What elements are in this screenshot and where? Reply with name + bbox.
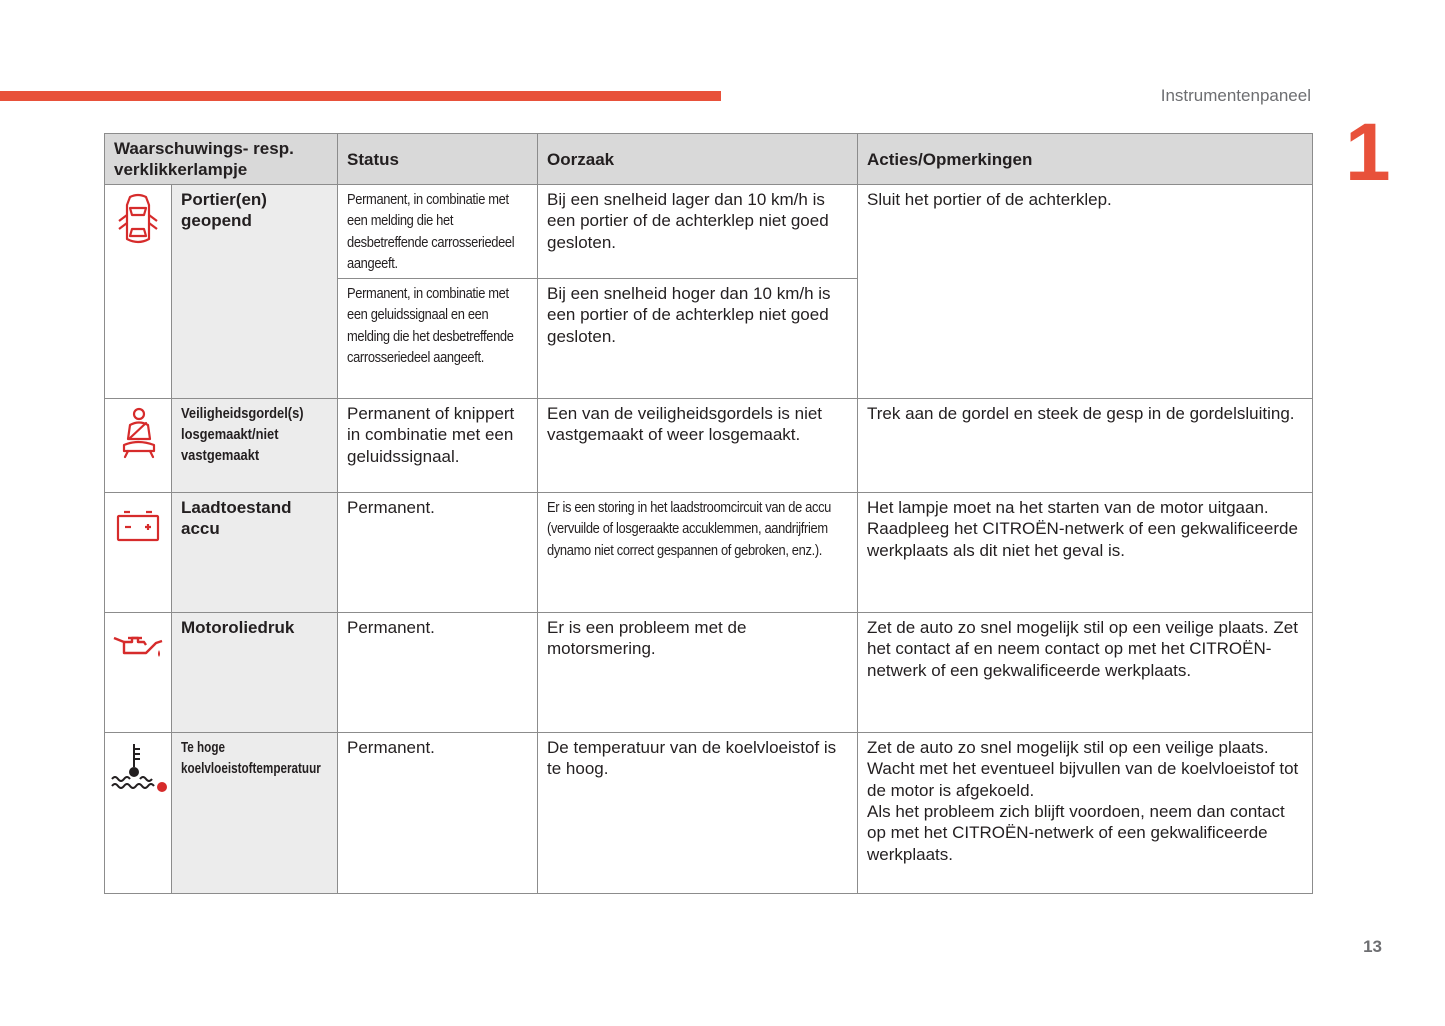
lamp-name-text: Veiligheidsgordel(s) losgemaakt/niet vastgemaakt [181, 405, 304, 465]
table-header-row [105, 134, 1313, 185]
cause-text: Bij een snelheid hoger dan 10 km/h is een portier of de achterklep niet goed gesloten. [538, 279, 858, 399]
action-text: Zet de auto zo snel mogelijk stil op een veilige plaats. Zet het contact af en neem contact op met het CITROËN-netwerk of een gekwalificeerde werkplaats. [858, 613, 1313, 733]
table-row [105, 613, 1313, 733]
status-text [338, 279, 538, 399]
icon-cell [105, 733, 172, 894]
car-door-open-icon [115, 191, 161, 249]
cause-text-content: Er is een storing in het laadstroomcircuit van de accu (vervuilde of losgeraakte accuklemmen, aandrijfriem dynamo niet correct gespannen of gebroken, enz.). [547, 499, 832, 559]
cause-text: De temperatuur van de koelvloeistof is te hoog. [538, 733, 858, 894]
icon-cell [105, 493, 172, 613]
status-text-content: Permanent, in combinatie met een melding die het desbetreffende carrosseriedeel aangeeft. [347, 191, 515, 272]
cause-text: Bij een snelheid lager dan 10 km/h is een portier of de achterklep niet goed gesloten. [538, 185, 858, 279]
status-text: Permanent. [338, 613, 538, 733]
page-number: 13 [1363, 937, 1382, 956]
warning-lights-table [104, 133, 1313, 894]
oil-can-icon [112, 629, 164, 665]
status-text [338, 185, 538, 279]
icon-cell [105, 399, 172, 493]
lamp-name: Motoroliedruk [172, 613, 338, 733]
cause-text: Een van de veiligheidsgordels is niet vastgemaakt of weer losgemaakt. [538, 399, 858, 493]
action-text: Trek aan de gordel en steek de gesp in de gordelsluiting. [858, 399, 1313, 493]
column-header-status: Status [338, 134, 538, 185]
cause-text: Er is een probleem met de motorsmering. [538, 613, 858, 733]
coolant-temperature-icon [108, 741, 168, 793]
cause-text [538, 493, 858, 613]
section-title: Instrumentenpaneel [1160, 86, 1311, 105]
lamp-name [172, 733, 338, 894]
battery-icon [115, 507, 161, 547]
action-text: Het lampje moet na het starten van de motor uitgaan. Raadpleeg het CITROËN-netwerk of een gekwalificeerde werkplaats als dit niet het geval is. [858, 493, 1313, 613]
action-text: Zet de auto zo snel mogelijk stil op een veilige plaats. Wacht met het eventueel bijvullen van de koelvloeistof tot de motor is afgekoeld. Als het probleem zich blijft voordoen, neem dan contact op met het CITROËN-netwerk of een gekwalificeerde werkplaats. [858, 733, 1313, 894]
table-row [105, 493, 1313, 613]
status-text: Permanent. [338, 733, 538, 894]
table-row [105, 185, 1313, 279]
lamp-name: Portier(en) geopend [172, 185, 338, 399]
chapter-number: 1 [1345, 107, 1391, 198]
icon-cell [105, 185, 172, 399]
column-header-lamp: Waarschuwings- resp. verklikkerlampje [105, 134, 338, 185]
status-text: Permanent. [338, 493, 538, 613]
accent-bar [0, 91, 721, 101]
seatbelt-icon [116, 405, 160, 459]
lamp-name [172, 399, 338, 493]
column-header-cause: Oorzaak [538, 134, 858, 185]
action-text: Sluit het portier of de achterklep. [858, 185, 1313, 399]
table-row [105, 733, 1313, 894]
table-row [105, 399, 1313, 493]
status-text: Permanent of knippert in combinatie met een geluidssignaal. [338, 399, 538, 493]
status-text-content: Permanent, in combinatie met een geluidssignaal en een melding die het desbetreffende carrosseriedeel aangeeft. [347, 285, 514, 367]
column-header-actions: Acties/Opmerkingen [858, 134, 1313, 185]
lamp-name: Laadtoestand accu [172, 493, 338, 613]
lamp-name-text: Te hoge koelvloeistoftemperatuur [181, 739, 321, 778]
icon-cell [105, 613, 172, 733]
